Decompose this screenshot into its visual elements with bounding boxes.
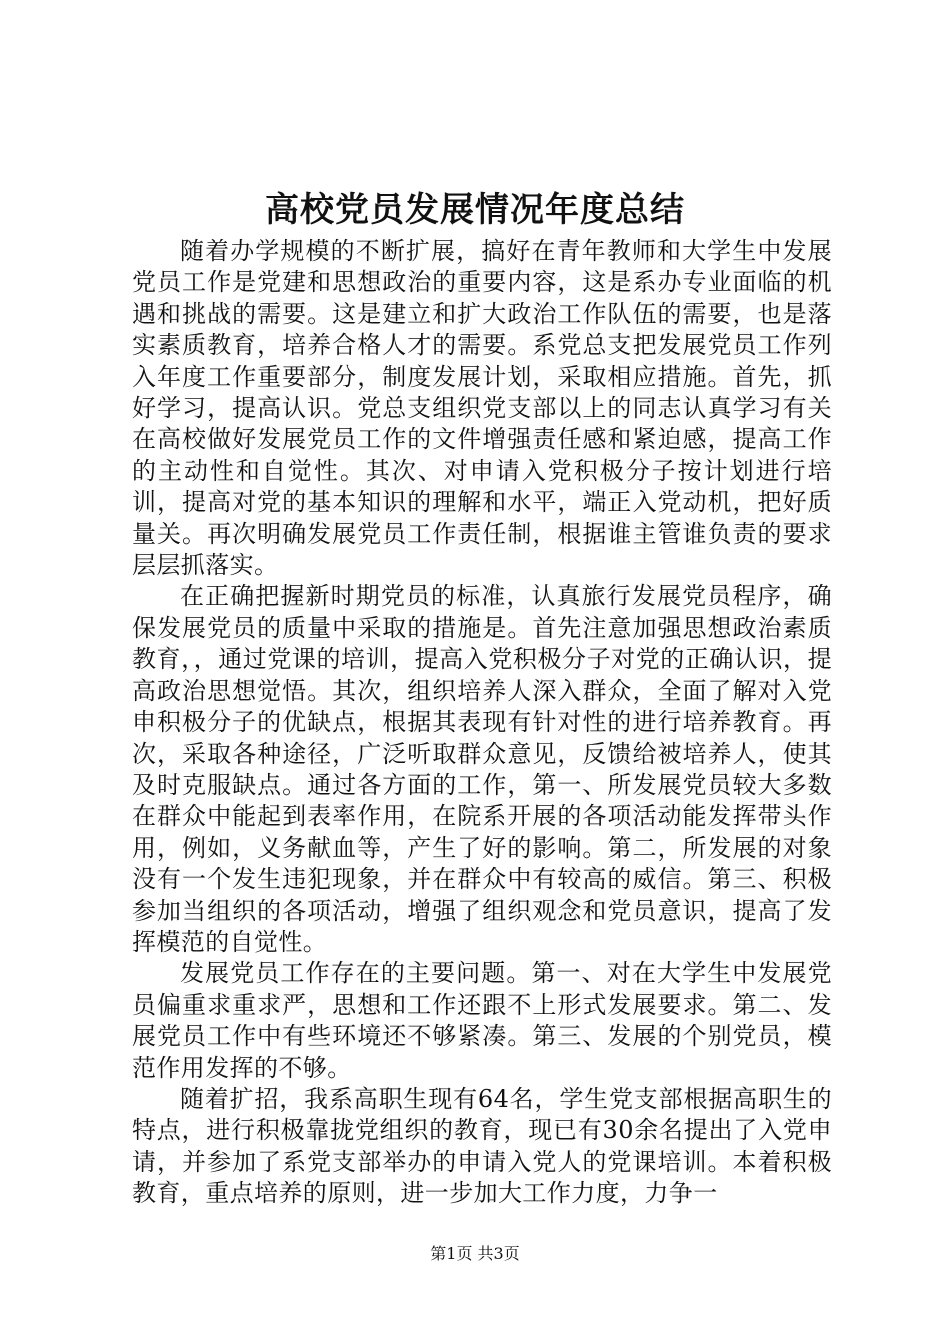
page-number-footer: 第1页 共3页 xyxy=(430,1244,520,1263)
paragraph-2: 在正确把握新时期党员的标准，认真旅行发展党员程序，确保发展党员的质量中采取的措施是。首先注意加强思想政治素质教育，，通过党课的培训，提高入党积极分子对党的正确认识，提高政治思想觉悟。其次，组织培养人深入群众，全面了解对入党申积极分子的优缺点，根据其表现有针对性的进行培养教育。再次，采取各种途径，广泛听取群众意见，反馈给被培养人，使其及时克服缺点。通过各方面的工作，第一、所发展党员较大多数在群众中能起到表率作用，在院系开展的各项活动能发挥带头作用，例如，义务献血等，产生了好的影响。第二，所发展的对象没有一个发生违犯现象，并在群众中有较高的威信。第三、积极参加当组织的各项活动，增强了组织观念和党员意识，提高了发挥模范的自觉性。 xyxy=(132,582,832,956)
paragraph-4: 随着扩招，我系高职生现有64名，学生党支部根据高职生的特点，进行积极靠拢党组织的教育，现已有30余名提出了入党申请，并参加了系党支部举办的申请入党人的党课培训。本着积极教育，重点培养的原则，进一步加大工作力度，力争一 xyxy=(132,1084,832,1208)
paragraph-1: 随着办学规模的不断扩展，搞好在青年教师和大学生中发展党员工作是党建和思想政治的重要内容，这是系办专业面临的机遇和挑战的需要。这是建立和扩大政治工作队伍的需要，也是落实素质教育，培养合格人才的需要。系党总支把发展党员工作列入年度工作重要部分，制度发展计划，采取相应措施。首先，抓好学习，提高认识。党总支组织党支部以上的同志认真学习有关在高校做好发展党员工作的文件增强责任感和紧迫感，提高工作的主动性和自觉性。其次、对申请入党积极分子按计划进行培训，提高对党的基本知识的理解和水平，端正入党动机，把好质量关。再次明确发展党员工作责任制，根据谁主管谁负责的要求层层抓落实。 xyxy=(132,237,832,580)
document-body xyxy=(132,236,832,1210)
paragraph-3: 发展党员工作存在的主要问题。第一、对在大学生中发展党员偏重求重求严，思想和工作还跟不上形式发展要求。第二、发展党员工作中有些环境还不够紧凑。第三、发展的个别党员，模范作用发挥的不够。 xyxy=(132,959,832,1082)
document-title: 高校党员发展情况年度总结 xyxy=(265,190,685,230)
